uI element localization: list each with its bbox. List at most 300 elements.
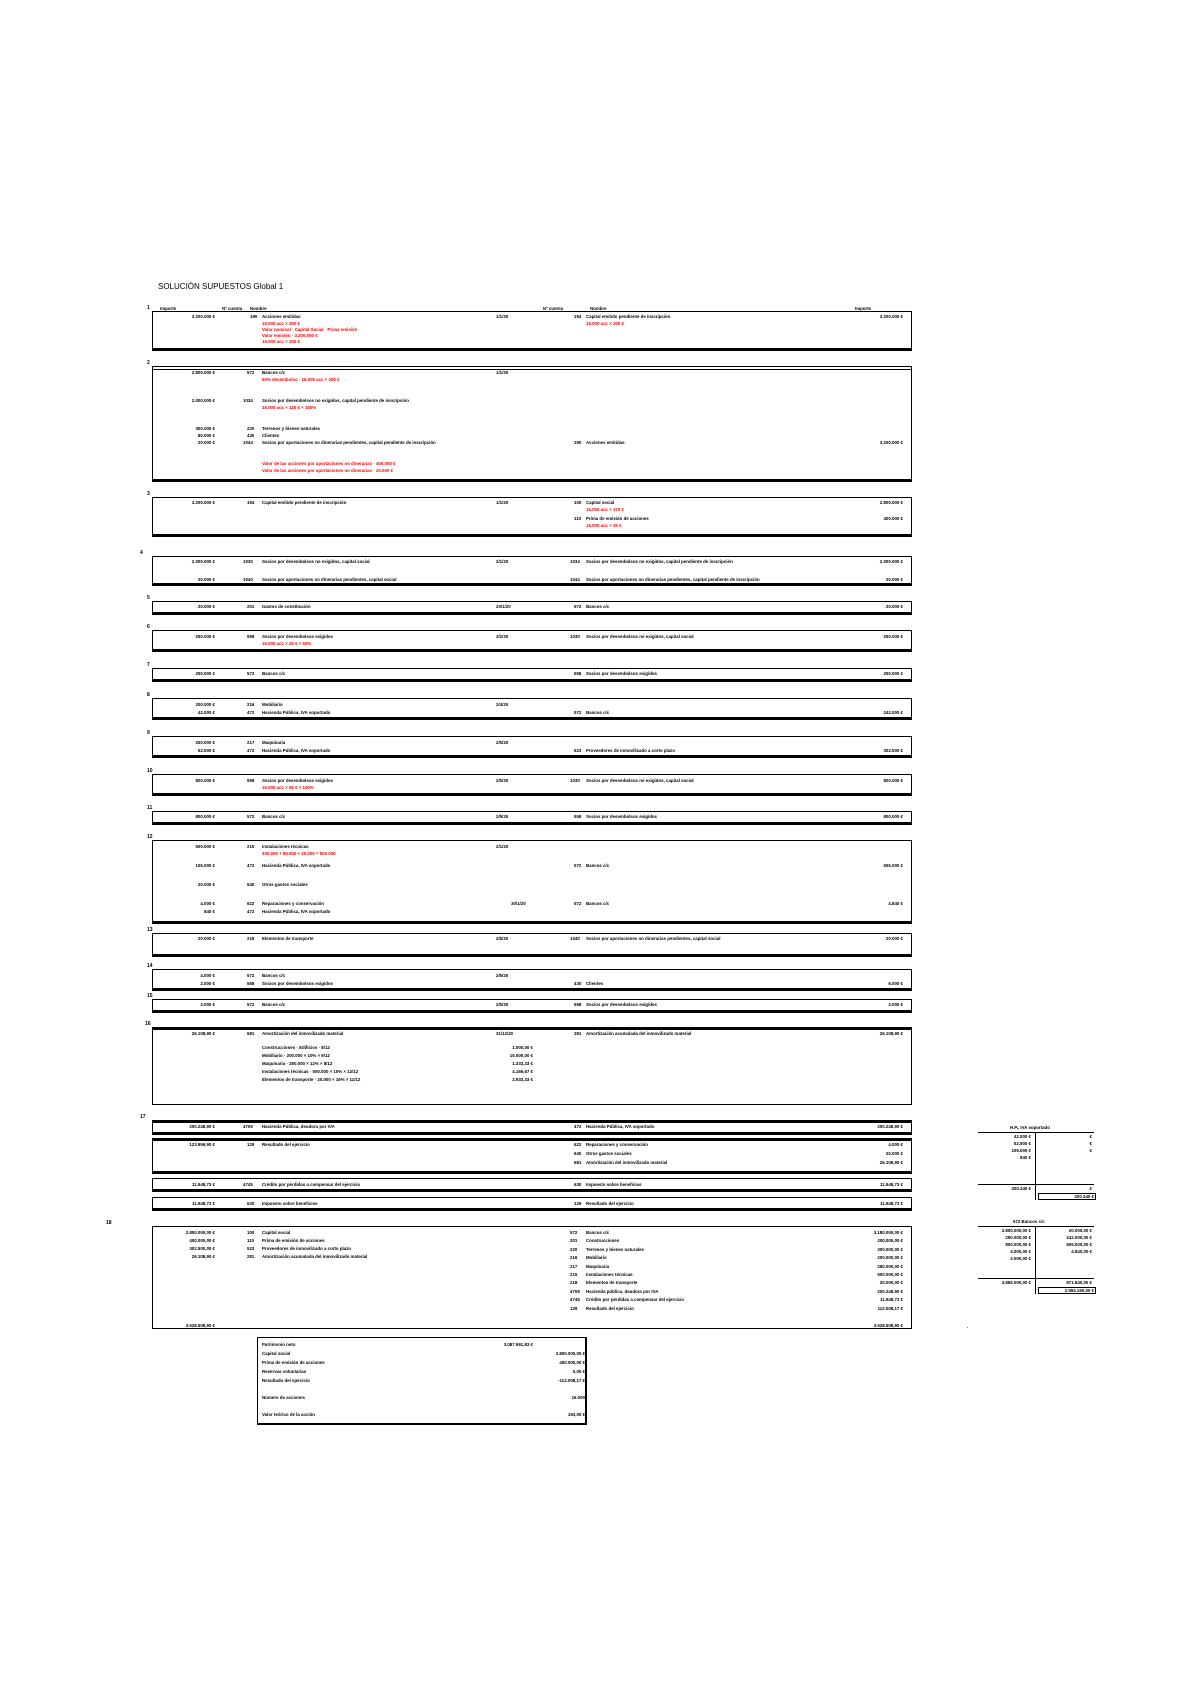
entry-date: 1/1/20 [496, 500, 509, 505]
account-number: 215 [570, 1272, 578, 1277]
entry-date: 1/1/20 [496, 370, 509, 375]
account-number: 622 [574, 1142, 582, 1147]
entry-number: 18 [106, 1220, 112, 1226]
account-name: Amortización del inmovilizado material [586, 1160, 668, 1165]
amount: 2.000 € [888, 1002, 903, 1007]
calculation-note: Valor de las acciones por aportaciones no dinerarias · 400.000 € [262, 461, 396, 466]
calculation-note: Valor nominal · Capital Social · Prima emisión [262, 327, 358, 332]
credit-entry: € [1089, 1148, 1092, 1153]
account-name: Hacienda Pública, IVA soportado [262, 748, 331, 753]
header-importe-2: Importe [855, 306, 872, 311]
amount: 3.180.000,00 € [873, 1230, 903, 1235]
account-name: Maquinaria [262, 740, 286, 745]
account-number: 100 [247, 1230, 255, 1235]
account-name: Bancos c/c [262, 1002, 286, 1007]
depreciation-line: Mobiliario · 200.000 × 10% × 9/12 [262, 1053, 330, 1058]
amount: 42.000 € [197, 710, 215, 715]
debit-total: 3.856.000,00 € [1001, 1280, 1031, 1285]
entry-date: 2/1/20 [496, 559, 509, 564]
account-number: 281 [574, 1031, 582, 1036]
account-name: Hacienda Pública, IVA soportado [262, 909, 331, 914]
account-name: Prima de emisión de acciones [262, 1238, 325, 1243]
account-number: 4745 [243, 1182, 253, 1187]
amount: 250.000,00 € [877, 1263, 903, 1269]
credit-entry: 20.000,00 € [1068, 1228, 1092, 1233]
amount: 840 € [204, 909, 215, 914]
entry-date: 2/5/20 [496, 814, 509, 819]
account-number: 1044 [243, 440, 253, 445]
account-number: 215 [247, 844, 255, 849]
depreciation-value: 1.000,00 € [512, 1045, 533, 1050]
account-number: 110 [247, 1238, 255, 1243]
credit-total: 871.840,00 € [1066, 1280, 1092, 1285]
account-name: Socios por desembolsos exigidos [262, 778, 334, 783]
amount: 605.000 € [883, 863, 903, 868]
summary-label: Patrimonio neto [262, 1342, 296, 1347]
account-number: 1034 [570, 559, 580, 564]
account-name: Clientes [262, 433, 280, 438]
debit-entry: 840 € [1020, 1155, 1031, 1160]
depreciation-line: Maquinaria · 250.000 × 12% × 8/12 [262, 1061, 333, 1066]
account-name: Crédito por pérdidas a compensar del ejercicio [262, 1182, 361, 1187]
depreciation-value: 1.333,33 € [512, 1061, 533, 1066]
account-number: 1034 [243, 398, 253, 403]
calculation-note: 16.000 acc × 25 € × 50% [262, 641, 312, 646]
account-name: Instalaciones técnicas [262, 844, 309, 849]
account-name: Socios por desembolsos exigidos [586, 1002, 658, 1007]
calculation-note: 15.000 acc × 200 € [586, 321, 624, 326]
account-number: 472 [247, 748, 255, 753]
account-name: Socios por aportaciones no dinerarias pendientes, capital social [262, 577, 397, 582]
account-name: Clientes [586, 981, 604, 986]
amount: 26.108,90 € [879, 1031, 903, 1036]
account-balance: 200.340 € [1038, 1193, 1096, 1200]
account-number: 630 [574, 1182, 582, 1187]
entry-number: 9 [147, 730, 150, 736]
header-ncuenta-2: Nº cuenta [543, 306, 564, 311]
summary-label: Prima de emisión de acciones [262, 1360, 325, 1365]
depreciation-value: 15.000,00 € [509, 1053, 533, 1058]
account-number: 218 [247, 936, 255, 941]
amount: 200.000 € [195, 702, 215, 707]
amount: 3.200.000 € [191, 500, 215, 505]
credit-entry: € [1089, 1134, 1092, 1139]
page-title: SOLUCIÓN SUPUESTOS Global 1 [158, 282, 284, 291]
account-number: 4745 [570, 1297, 580, 1303]
account-name: Resultado del ejercicio [586, 1201, 634, 1206]
summary-label: Capital social [262, 1351, 291, 1356]
summary-value: 3.087.991,83 € [503, 1342, 533, 1347]
amount: 250.000 € [195, 671, 215, 676]
account-number: 572 [247, 370, 255, 375]
amount: 4.000 € [200, 901, 215, 906]
calculation-note: Valor emisión · 3.200.000 € [262, 333, 318, 338]
credit-entry: € [1089, 1141, 1092, 1146]
account-number: 129 [570, 1305, 578, 1311]
account-name: Socios por desembolsos exigidos [586, 671, 658, 676]
amount: 123.956,90 € [189, 1142, 215, 1147]
account-number: 640 [574, 1151, 582, 1156]
debit-entry: 250.000,00 € [1005, 1235, 1031, 1240]
account-number: 129 [247, 1142, 255, 1147]
account-number: 472 [247, 863, 255, 868]
account-number: 1040 [243, 577, 253, 582]
calculation-note: 15.000 acc × 200 € [262, 321, 300, 326]
summary-label: Reservas voluntarias [262, 1369, 307, 1374]
account-name: Socios por aportaciones no dinerarias pendientes, capital pendiente de inscripción [586, 577, 760, 582]
amount: 26.108,90 € [191, 1031, 215, 1036]
account-number: 190 [574, 440, 582, 445]
account-name: Proveedores de inmovilizado a corto plazo [586, 748, 676, 753]
summary-value: 400.000,00 € [559, 1360, 585, 1365]
account-number: 129 [574, 1201, 582, 1206]
stray-dot: . [967, 1324, 969, 1329]
amount: 500.000,00 € [877, 1272, 903, 1277]
amount: 2.000 € [200, 1002, 215, 1007]
account-number: 572 [574, 901, 582, 906]
amount: 302.500,00 € [189, 1246, 215, 1251]
account-name: Instalaciones técnicas [586, 1272, 633, 1277]
credit-total: € [1089, 1186, 1092, 1191]
amount: 11.948,73 € [880, 1297, 903, 1303]
account-number: 216 [247, 702, 255, 707]
debit-entry: 42.000 € [1013, 1134, 1031, 1139]
entry-number: 17 [140, 1114, 146, 1120]
account-balance: 2.984.160,00 € [1038, 1287, 1096, 1294]
amount: 20.000 € [197, 936, 215, 941]
amount: 250.000 € [195, 634, 215, 639]
entry-date: 2/5/20 [496, 740, 509, 745]
amount: 2.800.000 € [191, 370, 215, 375]
account-number: 472 [574, 1124, 582, 1129]
account-number: 572 [247, 814, 255, 819]
account-name: Socios por aportaciones no dinerarias pendientes, capital pendiente de inscripción [262, 440, 436, 445]
amount: 800.000 € [883, 778, 903, 783]
summary-value: 193,00 € [567, 1412, 585, 1417]
account-name: Hacienda Pública, deudora por IVA [262, 1124, 335, 1129]
amount: 800.000 € [883, 814, 903, 819]
account-name: Otros gastos sociales [262, 882, 308, 887]
total-debit: 3.528.608,90 € [185, 1323, 215, 1328]
amount: 20.000 € [885, 936, 903, 941]
account-name: Reparaciones y conservación [586, 1142, 648, 1147]
account-name: Terrenos y bienes naturales [586, 1246, 644, 1252]
total-credit: 3.528.608,90 € [873, 1323, 903, 1328]
account-name: Resultado del ejercicio [586, 1305, 634, 1311]
depreciation-line: Instalaciones técnicas · 500.000 × 10% × 12/12 [262, 1069, 359, 1074]
amount: 200.000,00 € [877, 1255, 903, 1261]
credit-entry: 242.000,00 € [1066, 1235, 1092, 1240]
depreciation-line: Construcciones · Edificios · 8/12 [262, 1045, 330, 1050]
account-name: Maquinaria [586, 1263, 610, 1269]
account-number: 558 [247, 778, 255, 783]
amount: 2.800.000,00 € [185, 1230, 215, 1235]
amount: 2.800.000 € [879, 500, 903, 505]
header-importe: Importe [160, 306, 177, 311]
account-number: 572 [574, 710, 582, 715]
amount: 112.008,17 € [877, 1305, 903, 1311]
account-name: Bancos c/c [586, 604, 610, 609]
entry-number: 8 [147, 692, 150, 698]
account-name: Socios por desembolsos no exigidos, capital pendiente de inscripción [586, 559, 733, 564]
account-number: 1040 [570, 936, 580, 941]
account-name: Construcciones [586, 1238, 620, 1244]
depreciation-line: Elementos de transporte · 20.000 × 16% × 11/12 [262, 1077, 361, 1082]
amount: 4.000 € [200, 973, 215, 978]
account-number: 220 [570, 1246, 578, 1252]
entry-number: 7 [147, 662, 150, 668]
calculation-note: 16.000 acc × 200 € [262, 339, 300, 344]
account-name: Capital emitido pendiente de inscripción [262, 500, 347, 505]
amount: 3.200.000 € [879, 314, 903, 319]
account-name: Socios por desembolsos exigidos [586, 814, 658, 819]
entry-number: 12 [147, 834, 153, 840]
amount: 4.000 € [888, 1142, 903, 1147]
amount: 11.948,73 € [880, 1201, 903, 1206]
calculation-note: 50% desembolso · 16.000 acc × 200 € [262, 377, 340, 382]
account-number: 622 [247, 901, 255, 906]
account-number: 430 [247, 433, 255, 438]
account-name: Acciones emitidas [586, 440, 625, 445]
amount: 80.000 € [197, 433, 215, 438]
account-name: Capital social [586, 500, 615, 505]
debit-entry: 52.500 € [1013, 1141, 1031, 1146]
amount: 20.000 € [197, 882, 215, 887]
amount: 3.200.000 € [879, 440, 903, 445]
account-name: Amortización acumulada del inmovilizado material [262, 1254, 368, 1259]
account-number: 558 [574, 671, 582, 676]
summary-label: Resultado del ejercicio [262, 1378, 310, 1383]
account-name: Socios por desembolsos exigidos [262, 634, 334, 639]
account-number: 681 [247, 1031, 255, 1036]
account-number: 201 [247, 604, 255, 609]
amount: 2.000.000 € [879, 559, 903, 564]
amount: 11.948,73 € [192, 1201, 215, 1206]
account-number: 220 [247, 426, 255, 431]
depreciation-value: 4.166,67 € [512, 1069, 533, 1074]
entry-date: 2/5/20 [496, 778, 509, 783]
amount: 200.248,90 € [877, 1124, 903, 1129]
account-name: Resultado del ejercicio [262, 1142, 310, 1147]
account-number: 281 [247, 1254, 255, 1259]
account-name: Mobiliario [262, 702, 283, 707]
account-number: 558 [247, 634, 255, 639]
entry-number: 15 [147, 993, 153, 999]
account-name: Bancos c/c [262, 671, 286, 676]
debit-entry: 105.000 € [1011, 1148, 1031, 1153]
entry-date: 3/2/20 [496, 634, 509, 639]
account-number: 630 [247, 1201, 255, 1206]
amount: 300.000,00 € [877, 1246, 903, 1252]
debit-entry: 2.800.000,00 € [1001, 1228, 1031, 1233]
amount: 20.000 € [197, 440, 215, 445]
account-number: 572 [574, 604, 582, 609]
summary-label: Valor teórico de la acción [262, 1412, 315, 1417]
entry-number: 14 [147, 963, 153, 969]
account-number: 217 [247, 740, 255, 745]
entry-date: 2/5/20 [496, 1002, 509, 1007]
amount: 11.948,73 € [192, 1182, 215, 1187]
account-number: 640 [247, 882, 255, 887]
amount: 20.000 € [885, 577, 903, 582]
debit-entry: 2.000,00 € [1010, 1256, 1031, 1261]
account-name: Terrenos y bienes naturales [262, 426, 320, 431]
account-name: Socios por desembolsos no exigidos, capital pendiente de inscripción [262, 398, 409, 403]
account-number: 572 [247, 1002, 255, 1007]
account-name: Hacienda Pública, IVA soportado [262, 863, 331, 868]
journal-entry-16 [152, 1027, 912, 1105]
summary-value: 0,00 € [572, 1369, 585, 1374]
account-number: 194 [574, 314, 582, 319]
amount: 200.248,90 € [877, 1288, 903, 1294]
entry-date: 1/1/20 [496, 314, 509, 319]
account-number: 217 [570, 1263, 578, 1269]
account-number: 4709 [570, 1288, 580, 1294]
calculation-note: Valor de las acciones por aportaciones no dinerarias · 20.000 € [262, 468, 394, 473]
account-name: Socios por desembolsos no exigidos, capital social [586, 634, 694, 639]
entry-number: 13 [147, 927, 153, 933]
amount: 20.000 € [197, 604, 215, 609]
account-number: 523 [574, 748, 582, 753]
amount: 20.000 € [885, 604, 903, 609]
taccount-title: H.P., IVA soportado [1010, 1125, 1050, 1130]
amount: 2.000 € [200, 981, 215, 986]
account-number: 523 [247, 1246, 255, 1251]
account-name: Capital social [262, 1230, 291, 1235]
amount: 400.000,00 € [189, 1238, 215, 1243]
entry-date: 20/1/20 [496, 604, 511, 609]
account-name: Otros gastos sociales [586, 1151, 632, 1156]
amount: 20.000 € [197, 577, 215, 582]
amount: 4.840 € [888, 901, 903, 906]
calculation-note: 16.000 acc × 50 € × 100% [262, 785, 314, 790]
amount: 200.000,00 € [877, 1238, 903, 1244]
entry-number: 16 [145, 1021, 151, 1027]
account-number: 201 [570, 1238, 578, 1244]
amount: 500.000 € [195, 844, 215, 849]
amount: 26.108,90 € [879, 1160, 903, 1165]
entry-number: 4 [140, 550, 143, 556]
account-name: Bancos c/c [262, 370, 286, 375]
calculation-note: 16.000 acc × 25 € [586, 523, 622, 528]
entry-number: 11 [147, 805, 153, 811]
entry-number: 1 [147, 305, 150, 311]
calculation-note: 16.000 acc × 175 € [586, 507, 624, 512]
account-number: 572 [570, 1230, 578, 1235]
account-name: Bancos c/c [586, 710, 610, 715]
account-number: 572 [247, 973, 255, 978]
account-name: Proveedores de inmovilizado a corto plazo [262, 1246, 352, 1251]
entry-number: 5 [147, 595, 150, 601]
account-name: Mobiliario [586, 1255, 607, 1261]
entry-number: 3 [147, 491, 150, 497]
header-nombre-2: Nombre [590, 306, 607, 311]
account-name: Hacienda Pública, IVA soportado [262, 710, 331, 715]
amount: 400.000 € [883, 516, 903, 521]
account-number: 216 [570, 1255, 578, 1261]
summary-value: 2.800.000,00 € [555, 1351, 585, 1356]
amount: 250.000 € [195, 740, 215, 745]
entry-date: 31/12/20 [496, 1031, 514, 1036]
account-name: Crédito por pérdidas a compensar del ejercicio [586, 1297, 685, 1303]
account-name: Socios por desembolsos no exigidos, capital social [262, 559, 370, 564]
account-name: Amortización acumulada del inmovilizado material [586, 1031, 692, 1036]
amount: 300.000 € [195, 426, 215, 431]
account-name: Bancos c/c [586, 901, 610, 906]
account-name: Bancos c/c [586, 1230, 610, 1235]
account-number: 110 [574, 516, 582, 521]
credit-entry: 4.840,00 € [1071, 1249, 1092, 1254]
account-name: Impuesto sobre beneficios [586, 1182, 642, 1187]
account-number: 1030 [243, 559, 253, 564]
amount: 800.000 € [195, 778, 215, 783]
account-name: Elementos de transporte [586, 1280, 638, 1286]
amount: 250.000 € [883, 671, 903, 676]
taccount-title: 572 Bancos c/c [1013, 1219, 1045, 1224]
header-ncuenta: Nº cuenta [222, 306, 243, 311]
summary-value: -112.008,17 € [558, 1378, 585, 1383]
account-number: 572 [574, 863, 582, 868]
entry-date: 2/4/20 [496, 702, 509, 707]
account-name: Elementos de transporte [262, 936, 314, 941]
calculation-note: 400.000 + 80.000 + 20.000 = 500.000 [262, 851, 336, 856]
account-number: 190 [250, 314, 258, 319]
summary-label: Número de acciones [262, 1395, 305, 1400]
amount: 242.000 € [883, 710, 903, 715]
entry-date: 30/1/20 [511, 901, 526, 906]
account-number: 1030 [570, 778, 580, 783]
account-number: 472 [247, 710, 255, 715]
entry-number: 2 [147, 360, 150, 366]
account-number: 1044 [570, 577, 580, 582]
account-name: Hacienda Pública, IVA soportado [586, 1124, 655, 1129]
account-number: 218 [570, 1280, 578, 1286]
debit-total: 200.340 € [1011, 1186, 1031, 1191]
amount: 20.000,00 € [879, 1280, 903, 1286]
calculation-note: 16.000 acc × 125 € × 100% [262, 405, 317, 410]
entry-date: 2/5/20 [496, 973, 509, 978]
amount: 6.000 € [888, 981, 903, 986]
depreciation-value: 2.933,33 € [512, 1077, 533, 1082]
account-number: 194 [247, 500, 255, 505]
entry-number: 6 [147, 624, 150, 630]
account-number: 558 [574, 814, 582, 819]
account-number: 4709 [243, 1124, 253, 1129]
amount: 20.000 € [885, 1151, 903, 1156]
account-name: Socios por desembolsos no exigidos, capital social [586, 778, 694, 783]
header-nombre: Nombre [250, 306, 267, 311]
amount: 800.000 € [195, 814, 215, 819]
account-number: 558 [574, 1002, 582, 1007]
account-name: Bancos c/c [262, 973, 286, 978]
account-name: Socios por desembolsos exigidos [262, 981, 334, 986]
entry-number: 10 [147, 768, 153, 774]
account-name: Amortización del inmovilizado material [262, 1031, 344, 1036]
account-number: 100 [574, 500, 582, 505]
amount: 26.108,90 € [191, 1254, 215, 1259]
account-name: Gastos de constitución [262, 604, 311, 609]
account-name: Socios por aportaciones no dinerarias pendientes, capital social [586, 936, 721, 941]
amount: 2.000.000 € [191, 398, 215, 403]
account-name: Reparaciones y conservación [262, 901, 324, 906]
account-name: Acciones emitidas [262, 314, 301, 319]
account-number: 472 [247, 909, 255, 914]
account-name: Hacienda pública, deudora por IVA [586, 1288, 659, 1294]
account-name: Bancos c/c [262, 814, 286, 819]
account-number: 558 [247, 981, 255, 986]
account-number: 1030 [570, 634, 580, 639]
account-name: Capital emitido pendiente de inscripción [586, 314, 671, 319]
